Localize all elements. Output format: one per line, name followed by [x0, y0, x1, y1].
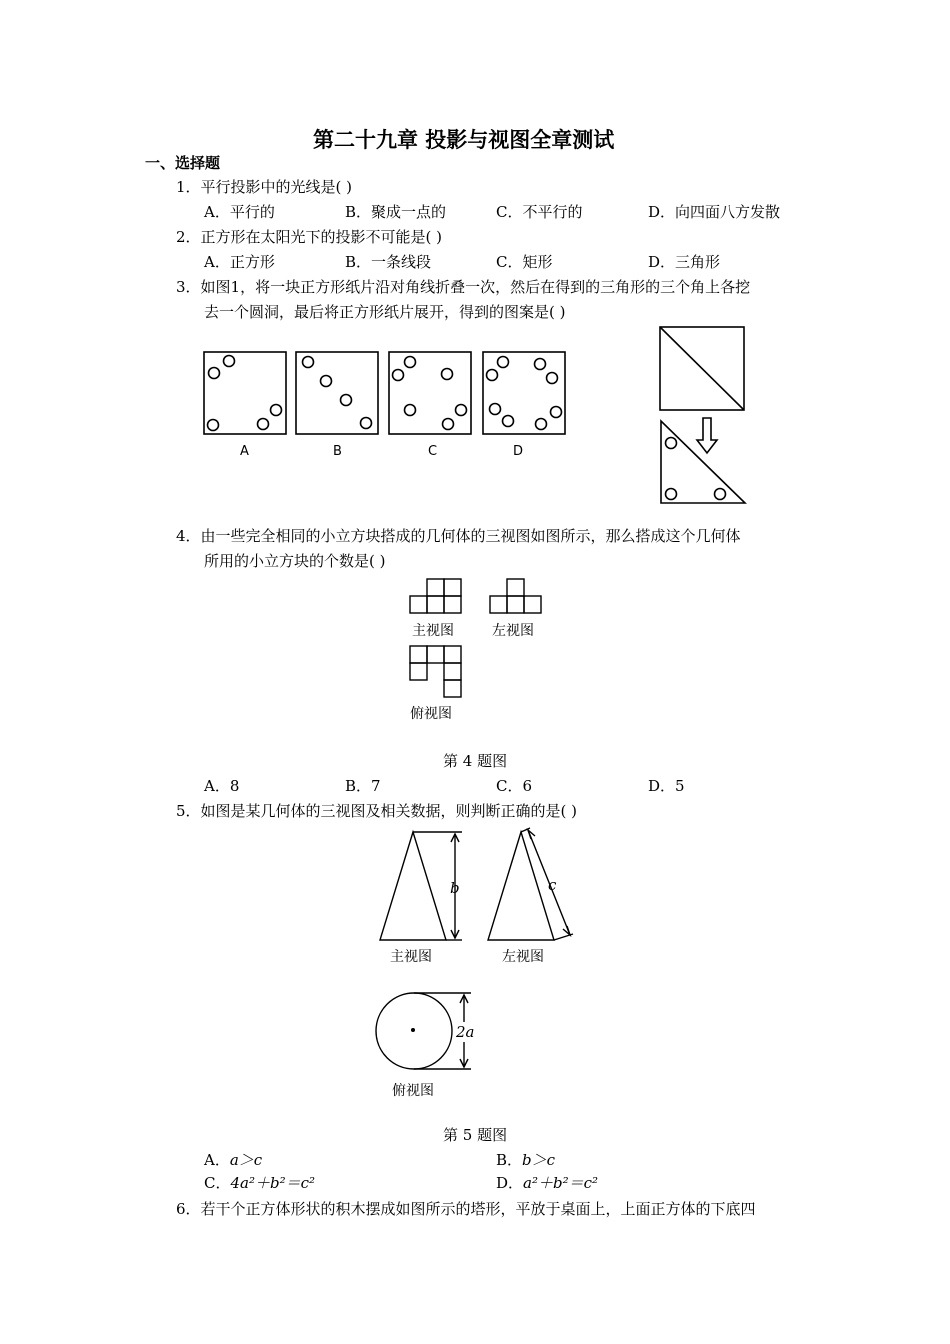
center-dot	[411, 1028, 415, 1032]
q2-option-a: A．正方形	[204, 253, 275, 271]
choice-label-c: C	[428, 444, 438, 459]
q5-caption: 第 5 题图	[443, 1126, 508, 1144]
q1-stem: 1．平行投影中的光线是( )	[176, 178, 353, 196]
q5-stem: 5．如图是某几何体的三视图及相关数据，则判断正确的是( )	[176, 802, 578, 820]
q4-option-a: A．8	[204, 777, 240, 795]
q1-option-b: B．聚成一点的	[345, 203, 447, 221]
q1-option-a: A．平行的	[204, 203, 275, 221]
q4-stem-line1: 4．由一些完全相同的小立方块搭成的几何体的三视图如图所示，那么搭成这个几何体	[176, 527, 741, 545]
q4-left-view-label: 左视图	[492, 623, 534, 639]
q6-stem-line1: 6．若干个正方体形状的积木摆成如图所示的塔形，平放于桌面上，上面正方体的下底四	[176, 1200, 756, 1218]
choice-label-d: D	[513, 444, 524, 459]
q5-top-view-label: 俯视图	[392, 1083, 434, 1099]
q4-stem-line2: 所用的小立方块的个数是( )	[204, 552, 386, 570]
q5-left-view-label: 左视图	[502, 949, 544, 965]
choice-label-b: B	[333, 444, 342, 459]
q3-stem-line2: 去一个圆洞，最后将正方形纸片展开，得到的图案是( )	[204, 303, 566, 321]
q5-option-d: D．a²＋b²＝c²	[496, 1174, 599, 1192]
label-c: c	[548, 876, 557, 894]
q4-option-d: D．5	[648, 777, 685, 795]
q5-option-a: A．a＞c	[204, 1151, 263, 1169]
q4-option-b: B．7	[345, 777, 381, 795]
page-title: 第二十九章 投影与视图全章测试	[313, 128, 615, 152]
q5-front-view-label: 主视图	[390, 949, 432, 965]
left-view-triangle	[488, 832, 557, 940]
q2-option-d: D．三角形	[648, 253, 721, 271]
q3-stem-line1: 3．如图1，将一块正方形纸片沿对角线折叠一次，然后在得到的三角形的三个角上各挖	[176, 278, 751, 296]
q4-front-view-label: 主视图	[412, 623, 454, 639]
label-2a: 2a	[456, 1023, 475, 1041]
q2-option-c: C．矩形	[496, 253, 553, 271]
q4-caption: 第 4 题图	[443, 752, 508, 770]
q1-option-c: C．不平行的	[496, 203, 583, 221]
q2-option-b: B．一条线段	[345, 253, 432, 271]
q4-option-c: C．6	[496, 777, 533, 795]
q5-option-b: B．b＞c	[496, 1151, 556, 1169]
q5-option-c: C．4a²＋b²＝c²	[204, 1174, 316, 1192]
q4-top-view-label: 俯视图	[410, 706, 452, 722]
front-view-triangle	[380, 832, 446, 940]
label-b: b	[450, 879, 460, 897]
q1-option-d: D．向四面八方发散	[648, 203, 781, 221]
section-heading: 一、选择题	[145, 154, 221, 172]
choice-label-a: A	[240, 444, 249, 459]
q2-stem: 2．正方形在太阳光下的投影不可能是( )	[176, 228, 443, 246]
